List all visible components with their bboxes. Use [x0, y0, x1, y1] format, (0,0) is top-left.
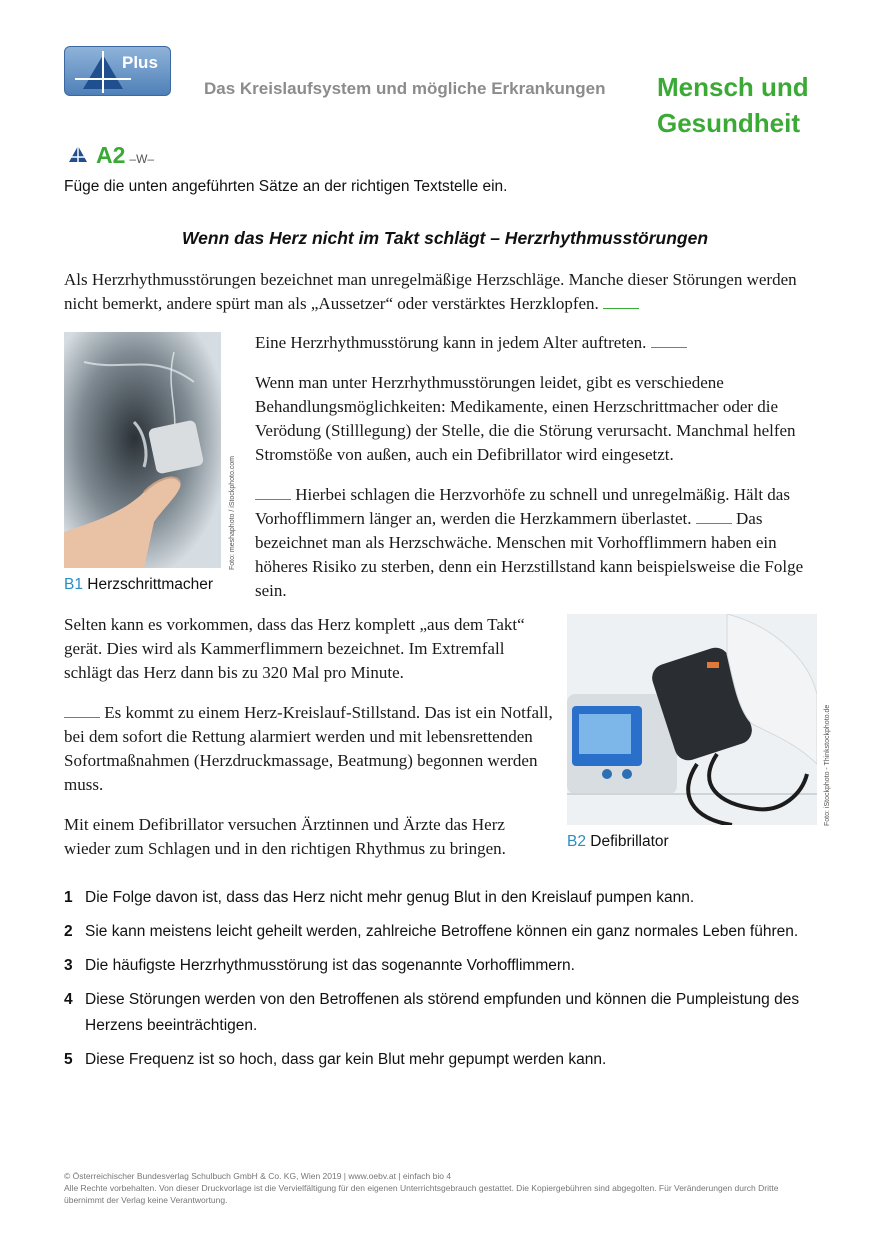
- task-instruction: Füge die unten angeführten Sätze an der richtigen Textstelle ein.: [64, 178, 508, 195]
- subject-title: [657, 69, 809, 141]
- header-title: Das Kreislaufsystem und mögliche Erkrankungen: [204, 79, 606, 98]
- list-item-text: Die Folge davon ist, dass das Herz nicht mehr genug Blut in den Kreislauf pumpen kann.: [85, 889, 695, 906]
- photo-credit-b1: Foto: meshaphoto / iStockphoto.com: [229, 455, 236, 570]
- list-item: [64, 919, 824, 945]
- right-column: [255, 331, 825, 603]
- pacemaker-xray-image: [64, 332, 221, 568]
- figure-caption-text-b1: Herzschrittmacher: [87, 576, 214, 593]
- footer: [64, 1170, 804, 1206]
- paragraph-2-text: Eine Herzrhythmusstörung kann in jedem Alter auftreten.: [255, 333, 647, 352]
- subject-line-2: Gesundheit: [657, 108, 801, 138]
- list-item: [64, 1047, 824, 1073]
- list-item-number: 5: [64, 1051, 73, 1068]
- footer-copyright: © Österreichischer Bundesverlag Schulbuch GmbH & Co. KG, Wien 2019 | www.oebv.at | einfach bio 4: [64, 1171, 452, 1181]
- defibrillator-image: [567, 614, 817, 825]
- figure-number-b1: B1: [64, 576, 83, 593]
- paragraph-1: [64, 268, 809, 316]
- photo-credit-b2: Foto: iStockphoto - Thinkstockphoto.de: [824, 704, 831, 826]
- paragraph-4a-text: Hierbei schlagen die Herzvorhöfe zu schnell und unregelmäßig. Hält das Vorhofflimmern länger an, werden die Herzkammern überlastet.: [255, 485, 790, 528]
- list-item-number: 1: [64, 889, 73, 906]
- task-level: –W–: [129, 152, 155, 166]
- answer-gap: [696, 509, 732, 524]
- list-item: [64, 885, 824, 911]
- figure-number-b2: B2: [567, 833, 586, 850]
- answer-gap: [603, 294, 639, 309]
- paragraph-7-text: Mit einem Defibrillator versuchen Ärztinnen und Ärzte das Herz wieder zum Schlagen und in den richtigen Rhythmus zu bringen.: [64, 815, 506, 858]
- subject-line-1: Mensch und: [657, 72, 809, 102]
- list-item-number: 4: [64, 991, 73, 1008]
- task-header: [68, 142, 154, 169]
- plus-logo: [64, 46, 171, 96]
- list-item-text: Diese Störungen werden von den Betroffenen als störend empfunden und können die Pumpleistung des Herzens beeinträchtigen.: [85, 991, 800, 1034]
- logo-text: Plus: [122, 53, 158, 72]
- paragraph-3-text: Wenn man unter Herzrhythmusstörungen leidet, gibt es verschiedene Behandlungsmöglichkeiten: Medikamente, einen Herzschrittmacher oder die Verödung (Stilllegung) der Stelle, die die Störung verursacht. Manchmal helfen Stromstöße von außen, auch ein Defibrillator wird eingesetzt.: [255, 373, 796, 464]
- paragraph-6-text: Es kommt zu einem Herz-Kreislauf-Stillstand. Das ist ein Notfall, bei dem sofort die Rettung alarmiert werden und mit lebensrettenden Sofortmaßnahmen (Herzdruckmassage, Beatmung) begonnen werden muss.: [64, 703, 553, 794]
- list-item-number: 2: [64, 923, 73, 940]
- list-item: [64, 987, 824, 1039]
- lower-left-column: [64, 613, 554, 861]
- answer-gap: [64, 703, 100, 718]
- list-item: [64, 953, 824, 979]
- figure-caption-text-b2: Defibrillator: [590, 833, 669, 850]
- answer-gap: [255, 485, 291, 500]
- list-item-text: Sie kann meistens leicht geheilt werden, zahlreiche Betroffene können ein ganz normales Leben führen.: [85, 923, 799, 940]
- article-title: Wenn das Herz nicht im Takt schlägt – Herzrhythmusstörungen: [181, 228, 709, 248]
- footer-rights: Alle Rechte vorbehalten. Von dieser Druckvorlage ist die Vervielfältigung für den eigenen Unterrichtsgebrauch gestattet. Die Kopiergebühren sind abgegolten. Für Veränderungen durch Dritte übernimmt der Verlag keine Verantwortung.: [64, 1183, 779, 1205]
- figure-caption-b2: [567, 833, 669, 851]
- defibrillator-photo: [567, 614, 817, 825]
- pacemaker-photo: [64, 332, 221, 568]
- figure-caption-b1: [64, 576, 213, 594]
- task-label: A2: [96, 142, 126, 168]
- paragraph-4b-text: Das bezeichnet man als Herzschwäche. Menschen mit Vorhofflimmern haben ein höheres Risiko zu sterben, denn ein Herzstillstand kann beispielsweise die Folge sein.: [255, 509, 804, 600]
- list-item-text: Die häufigste Herzrhythmusstörung ist das sogenannte Vorhofflimmern.: [85, 957, 575, 974]
- answer-gap: [651, 333, 687, 348]
- list-item-number: 3: [64, 957, 73, 974]
- paragraph-5-text: Selten kann es vorkommen, dass das Herz komplett „aus dem Takt“ gerät. Dies wird als Kammerflimmern bezeichnet. Im Extremfall schlägt das Herz dann bis zu 320 Mal pro Minute.: [64, 615, 525, 682]
- level-triangle-icon: [68, 145, 88, 163]
- paragraph-1-text: Als Herzrhythmusstörungen bezeichnet man unregelmäßige Herzschläge. Manche dieser Störungen werden nicht bemerkt, andere spürt man als „Aussetzer“ oder verstärktes Herzklopfen.: [64, 270, 797, 313]
- sentence-list: [64, 885, 824, 1081]
- list-item-text: Diese Frequenz ist so hoch, dass gar kein Blut mehr gepumpt werden kann.: [85, 1051, 607, 1068]
